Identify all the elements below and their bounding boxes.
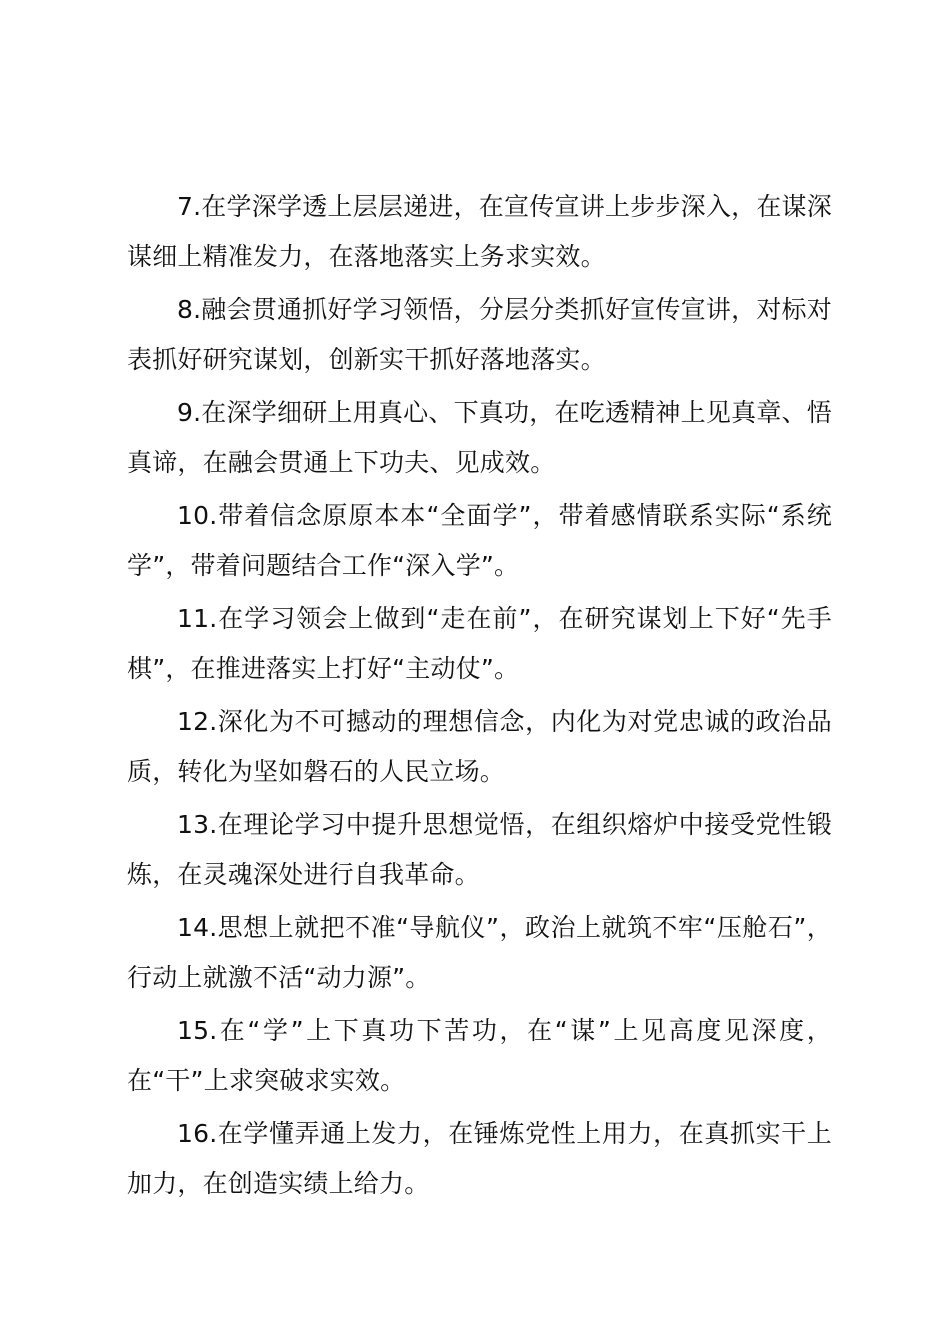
paragraph-10: 10.带着信念原原本本“全面学”，带着感情联系实际“系统学”，带着问题结合工作“深入学”。 [127, 501, 832, 580]
paragraph-11: 11.在学习领会上做到“走在前”，在研究谋划上下好“先手棋”，在推进落实上打好“主动仗”。 [127, 604, 832, 683]
paragraph-15: 15.在“学”上下真功下苦功，在“谋”上见高度见深度，在“干”上求突破求实效。 [127, 1016, 832, 1095]
paragraph-9: 9.在深学细研上用真心、下真功，在吃透精神上见真章、悟真谛，在融会贯通上下功夫、见成效。 [127, 398, 832, 477]
paragraph-12: 12.深化为不可撼动的理想信念，内化为对党忠诚的政治品质，转化为坚如磐石的人民立场。 [127, 707, 832, 786]
paragraph-16: 16.在学懂弄通上发力，在锤炼党性上用力，在真抓实干上加力，在创造实绩上给力。 [127, 1119, 832, 1198]
paragraph-8: 8.融会贯通抓好学习领悟，分层分类抓好宣传宣讲，对标对表抓好研究谋划，创新实干抓好落地落实。 [127, 295, 832, 374]
paragraph-7: 7.在学深学透上层层递进，在宣传宣讲上步步深入，在谋深谋细上精准发力，在落地落实上务求实效。 [127, 192, 832, 271]
paragraph-14: 14.思想上就把不准“导航仪”，政治上就筑不牢“压舱石”，行动上就激不活“动力源”。 [127, 913, 832, 992]
paragraph-13: 13.在理论学习中提升思想觉悟，在组织熔炉中接受党性锻炼，在灵魂深处进行自我革命。 [127, 810, 832, 889]
document-body [127, 182, 832, 1212]
